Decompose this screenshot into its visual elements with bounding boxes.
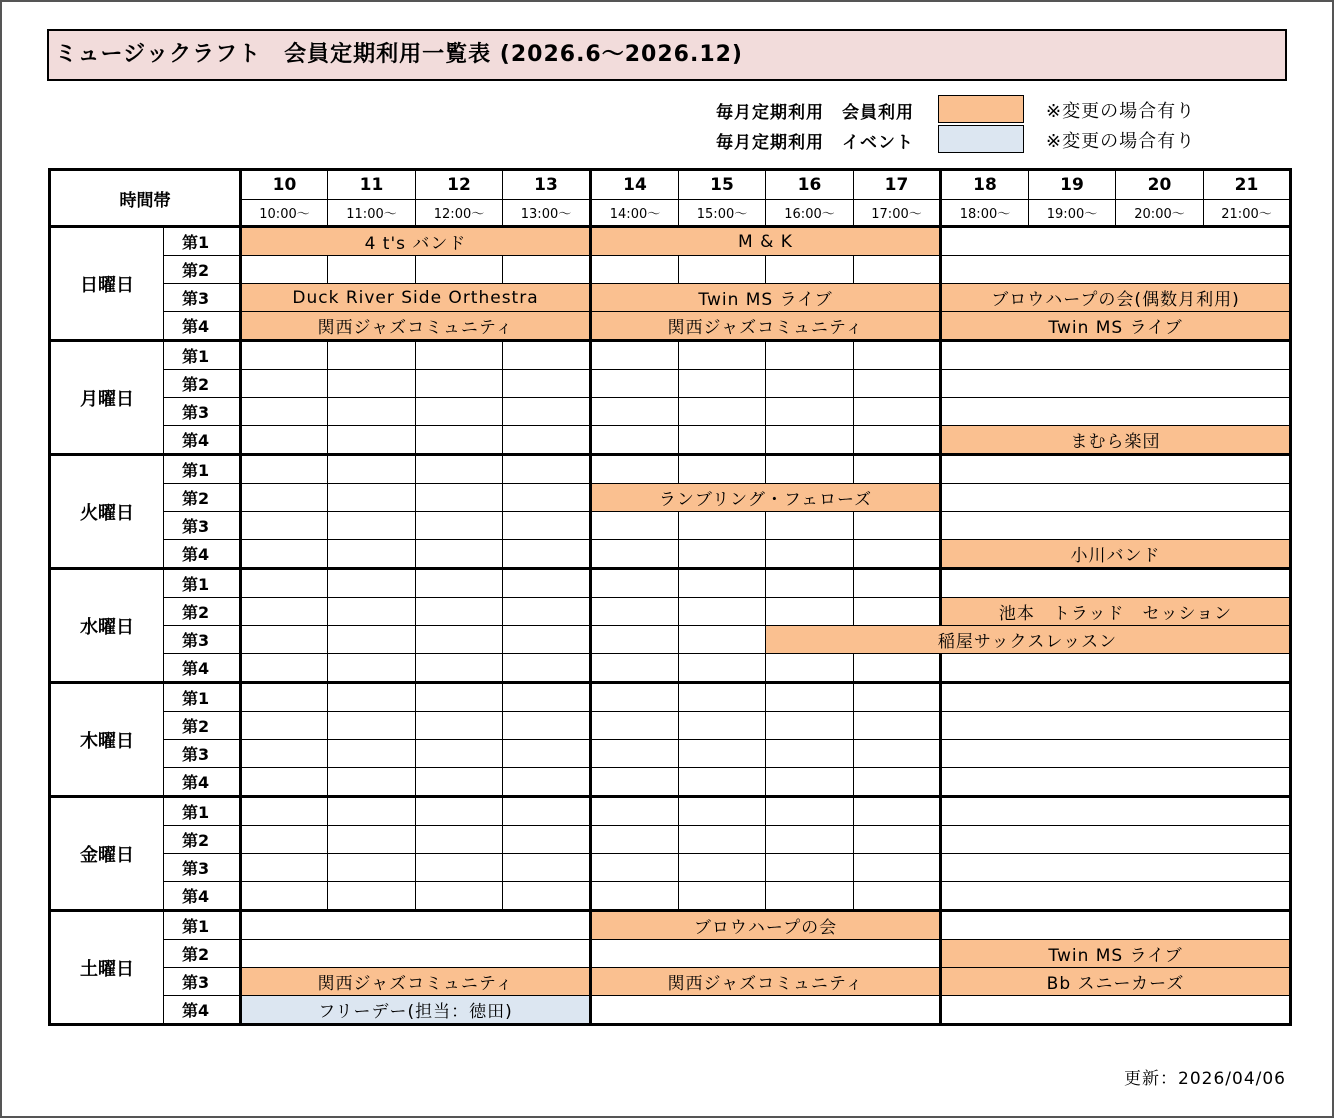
- booking-cell: 関西ジャズコミュニティ: [241, 968, 591, 996]
- empty-slot: [766, 598, 854, 626]
- schedule-table: [48, 168, 1292, 1026]
- empty-slot: [416, 484, 503, 512]
- empty-slot: [941, 455, 1291, 484]
- empty-slot: [416, 797, 503, 826]
- empty-slot: [679, 256, 766, 284]
- empty-slot: [241, 768, 328, 797]
- empty-slot: [241, 854, 328, 882]
- week-label: 第4: [164, 540, 241, 569]
- booking-cell: 関西ジャズコミュニティ: [591, 968, 941, 996]
- empty-slot: [591, 341, 679, 370]
- hour-time-label: 18:00～: [941, 200, 1029, 227]
- empty-slot: [241, 341, 328, 370]
- empty-slot: [766, 370, 854, 398]
- empty-slot: [328, 426, 416, 455]
- empty-slot: [328, 569, 416, 598]
- empty-slot: [591, 455, 679, 484]
- empty-slot: [416, 683, 503, 712]
- empty-slot: [503, 626, 591, 654]
- empty-slot: [591, 426, 679, 455]
- week-label: 第4: [164, 768, 241, 797]
- hour-header: 13: [503, 170, 591, 200]
- week-label: 第4: [164, 882, 241, 911]
- hour-time-label: 14:00～: [591, 200, 679, 227]
- empty-slot: [241, 740, 328, 768]
- empty-slot: [766, 797, 854, 826]
- empty-slot: [416, 341, 503, 370]
- empty-slot: [941, 341, 1291, 370]
- empty-slot: [328, 654, 416, 683]
- empty-slot: [854, 341, 941, 370]
- empty-slot: [679, 398, 766, 426]
- empty-slot: [854, 540, 941, 569]
- day-label: 月曜日: [50, 341, 164, 455]
- empty-slot: [503, 398, 591, 426]
- empty-slot: [328, 398, 416, 426]
- empty-slot: [766, 426, 854, 455]
- empty-slot: [679, 882, 766, 911]
- empty-slot: [941, 740, 1291, 768]
- booking-cell: Twin MS ライブ: [941, 940, 1291, 968]
- empty-slot: [766, 455, 854, 484]
- day-label: 火曜日: [50, 455, 164, 569]
- empty-slot: [503, 512, 591, 540]
- page-title: ミュージックラフト 会員定期利用一覧表 (2026.6～2026.12): [47, 29, 1287, 81]
- empty-slot: [503, 341, 591, 370]
- empty-slot: [241, 455, 328, 484]
- empty-slot: [416, 598, 503, 626]
- empty-slot: [416, 768, 503, 797]
- empty-slot: [766, 740, 854, 768]
- week-label: 第2: [164, 712, 241, 740]
- empty-slot: [591, 626, 679, 654]
- empty-slot: [941, 370, 1291, 398]
- empty-slot: [854, 569, 941, 598]
- empty-slot: [416, 826, 503, 854]
- empty-slot: [416, 256, 503, 284]
- empty-slot: [766, 683, 854, 712]
- hour-header: 18: [941, 170, 1029, 200]
- empty-slot: [854, 455, 941, 484]
- empty-slot: [241, 712, 328, 740]
- empty-slot: [328, 484, 416, 512]
- hour-time-label: 10:00～: [241, 200, 328, 227]
- hour-time-label: 11:00～: [328, 200, 416, 227]
- empty-slot: [503, 797, 591, 826]
- week-label: 第3: [164, 740, 241, 768]
- booking-cell: ブロウハープの会: [591, 911, 941, 940]
- empty-slot: [503, 854, 591, 882]
- hour-header: 14: [591, 170, 679, 200]
- empty-slot: [416, 882, 503, 911]
- week-label: 第1: [164, 683, 241, 712]
- empty-slot: [416, 740, 503, 768]
- hour-time-label: 19:00～: [1029, 200, 1116, 227]
- booking-cell: フリーデー(担当：徳田): [241, 996, 591, 1025]
- empty-slot: [416, 426, 503, 455]
- legend-member-label: 毎月定期利用 会員利用: [716, 103, 914, 123]
- empty-slot: [416, 370, 503, 398]
- booking-cell: Bb スニーカーズ: [941, 968, 1291, 996]
- week-label: 第4: [164, 426, 241, 455]
- empty-slot: [941, 398, 1291, 426]
- empty-slot: [766, 512, 854, 540]
- empty-slot: [328, 683, 416, 712]
- empty-slot: [328, 540, 416, 569]
- empty-slot: [854, 826, 941, 854]
- empty-slot: [854, 256, 941, 284]
- empty-slot: [766, 826, 854, 854]
- empty-slot: [328, 598, 416, 626]
- week-label: 第1: [164, 569, 241, 598]
- day-label: 土曜日: [50, 911, 164, 1025]
- empty-slot: [941, 227, 1291, 256]
- empty-slot: [679, 854, 766, 882]
- week-label: 第3: [164, 626, 241, 654]
- empty-slot: [941, 256, 1291, 284]
- empty-slot: [241, 940, 591, 968]
- empty-slot: [766, 569, 854, 598]
- empty-slot: [503, 826, 591, 854]
- empty-slot: [416, 626, 503, 654]
- empty-slot: [241, 626, 328, 654]
- empty-slot: [241, 569, 328, 598]
- week-label: 第1: [164, 911, 241, 940]
- empty-slot: [591, 569, 679, 598]
- booking-cell: 池本 トラッド セッション: [941, 598, 1291, 626]
- empty-slot: [941, 911, 1291, 940]
- week-label: 第4: [164, 654, 241, 683]
- booking-cell: Twin MS ライブ: [941, 312, 1291, 341]
- empty-slot: [591, 854, 679, 882]
- legend-member-note: ※変更の場合有り: [1046, 101, 1196, 122]
- booking-cell: M & K: [591, 227, 941, 256]
- hour-header: 19: [1029, 170, 1116, 200]
- empty-slot: [241, 826, 328, 854]
- empty-slot: [241, 911, 591, 940]
- empty-slot: [679, 626, 766, 654]
- legend-event-label: 毎月定期利用 イベント: [716, 133, 914, 153]
- empty-slot: [591, 598, 679, 626]
- empty-slot: [503, 712, 591, 740]
- empty-slot: [941, 996, 1291, 1025]
- empty-slot: [241, 484, 328, 512]
- empty-slot: [416, 540, 503, 569]
- booking-cell: 関西ジャズコミュニティ: [241, 312, 591, 341]
- empty-slot: [503, 598, 591, 626]
- empty-slot: [941, 683, 1291, 712]
- hour-header: 17: [854, 170, 941, 200]
- empty-slot: [679, 826, 766, 854]
- booking-cell: Twin MS ライブ: [591, 284, 941, 312]
- empty-slot: [766, 712, 854, 740]
- empty-slot: [679, 712, 766, 740]
- empty-slot: [416, 512, 503, 540]
- empty-slot: [941, 484, 1291, 512]
- empty-slot: [679, 683, 766, 712]
- hour-time-label: 16:00～: [766, 200, 854, 227]
- empty-slot: [241, 398, 328, 426]
- empty-slot: [328, 341, 416, 370]
- empty-slot: [591, 882, 679, 911]
- empty-slot: [854, 654, 941, 683]
- empty-slot: [503, 455, 591, 484]
- week-label: 第3: [164, 284, 241, 312]
- empty-slot: [591, 996, 941, 1025]
- week-label: 第3: [164, 854, 241, 882]
- empty-slot: [241, 654, 328, 683]
- empty-slot: [591, 683, 679, 712]
- empty-slot: [941, 882, 1291, 911]
- week-label: 第1: [164, 455, 241, 484]
- empty-slot: [941, 768, 1291, 797]
- empty-slot: [328, 740, 416, 768]
- empty-slot: [941, 826, 1291, 854]
- empty-slot: [854, 370, 941, 398]
- empty-slot: [328, 712, 416, 740]
- empty-slot: [679, 512, 766, 540]
- booking-cell: ブロウハープの会(偶数月利用): [941, 284, 1291, 312]
- empty-slot: [854, 797, 941, 826]
- empty-slot: [591, 398, 679, 426]
- empty-slot: [941, 854, 1291, 882]
- empty-slot: [591, 768, 679, 797]
- hour-header: 11: [328, 170, 416, 200]
- empty-slot: [766, 882, 854, 911]
- empty-slot: [591, 740, 679, 768]
- empty-slot: [241, 256, 328, 284]
- empty-slot: [241, 882, 328, 911]
- empty-slot: [941, 797, 1291, 826]
- week-label: 第2: [164, 256, 241, 284]
- week-label: 第1: [164, 341, 241, 370]
- hour-header: 12: [416, 170, 503, 200]
- booking-cell: まむら楽団: [941, 426, 1291, 455]
- booking-cell: 稲屋サックスレッスン: [766, 626, 1291, 654]
- empty-slot: [328, 797, 416, 826]
- hour-time-label: 17:00～: [854, 200, 941, 227]
- week-label: 第3: [164, 968, 241, 996]
- empty-slot: [241, 426, 328, 455]
- empty-slot: [679, 740, 766, 768]
- week-label: 第4: [164, 996, 241, 1025]
- empty-slot: [328, 768, 416, 797]
- hour-header: 15: [679, 170, 766, 200]
- hour-time-label: 12:00～: [416, 200, 503, 227]
- empty-slot: [503, 540, 591, 569]
- empty-slot: [241, 512, 328, 540]
- empty-slot: [328, 826, 416, 854]
- empty-slot: [766, 540, 854, 569]
- hour-time-label: 20:00～: [1116, 200, 1204, 227]
- empty-slot: [766, 768, 854, 797]
- empty-slot: [328, 882, 416, 911]
- week-label: 第3: [164, 512, 241, 540]
- legend-event-swatch: [938, 125, 1024, 153]
- empty-slot: [941, 712, 1291, 740]
- empty-slot: [591, 712, 679, 740]
- empty-slot: [416, 455, 503, 484]
- week-label: 第4: [164, 312, 241, 341]
- day-label: 日曜日: [50, 227, 164, 341]
- empty-slot: [503, 768, 591, 797]
- hour-header: 20: [1116, 170, 1204, 200]
- empty-slot: [854, 740, 941, 768]
- empty-slot: [328, 370, 416, 398]
- empty-slot: [941, 569, 1291, 598]
- corner-label: 時間帯: [50, 170, 241, 227]
- empty-slot: [941, 654, 1291, 683]
- week-label: 第2: [164, 826, 241, 854]
- empty-slot: [328, 256, 416, 284]
- empty-slot: [854, 854, 941, 882]
- empty-slot: [241, 370, 328, 398]
- empty-slot: [679, 455, 766, 484]
- week-label: 第2: [164, 484, 241, 512]
- empty-slot: [416, 654, 503, 683]
- empty-slot: [503, 484, 591, 512]
- empty-slot: [241, 683, 328, 712]
- booking-cell: ランブリング・フェローズ: [591, 484, 941, 512]
- empty-slot: [766, 341, 854, 370]
- empty-slot: [241, 598, 328, 626]
- empty-slot: [591, 654, 679, 683]
- hour-time-label: 21:00～: [1204, 200, 1291, 227]
- empty-slot: [679, 370, 766, 398]
- empty-slot: [854, 426, 941, 455]
- empty-slot: [766, 854, 854, 882]
- day-label: 水曜日: [50, 569, 164, 683]
- empty-slot: [416, 712, 503, 740]
- empty-slot: [328, 626, 416, 654]
- empty-slot: [328, 854, 416, 882]
- empty-slot: [328, 455, 416, 484]
- empty-slot: [591, 370, 679, 398]
- empty-slot: [503, 654, 591, 683]
- empty-slot: [591, 797, 679, 826]
- hour-time-label: 15:00～: [679, 200, 766, 227]
- empty-slot: [416, 398, 503, 426]
- empty-slot: [766, 398, 854, 426]
- empty-slot: [679, 426, 766, 455]
- week-label: 第2: [164, 370, 241, 398]
- empty-slot: [679, 569, 766, 598]
- empty-slot: [503, 683, 591, 712]
- week-label: 第3: [164, 398, 241, 426]
- booking-cell: 4 t's バンド: [241, 227, 591, 256]
- booking-cell: Duck River Side Orthestra: [241, 284, 591, 312]
- empty-slot: [591, 256, 679, 284]
- empty-slot: [941, 512, 1291, 540]
- empty-slot: [503, 256, 591, 284]
- empty-slot: [503, 882, 591, 911]
- empty-slot: [328, 512, 416, 540]
- empty-slot: [679, 540, 766, 569]
- empty-slot: [854, 768, 941, 797]
- empty-slot: [591, 512, 679, 540]
- hour-header: 21: [1204, 170, 1291, 200]
- empty-slot: [679, 797, 766, 826]
- empty-slot: [241, 540, 328, 569]
- empty-slot: [591, 940, 941, 968]
- legend-event-note: ※変更の場合有り: [1046, 131, 1196, 152]
- week-label: 第1: [164, 227, 241, 256]
- empty-slot: [503, 569, 591, 598]
- empty-slot: [503, 426, 591, 455]
- empty-slot: [854, 882, 941, 911]
- empty-slot: [503, 370, 591, 398]
- empty-slot: [854, 683, 941, 712]
- week-label: 第1: [164, 797, 241, 826]
- empty-slot: [679, 598, 766, 626]
- empty-slot: [854, 598, 941, 626]
- empty-slot: [854, 512, 941, 540]
- empty-slot: [241, 797, 328, 826]
- empty-slot: [854, 712, 941, 740]
- empty-slot: [503, 740, 591, 768]
- empty-slot: [679, 654, 766, 683]
- legend-member-swatch: [938, 95, 1024, 123]
- empty-slot: [854, 398, 941, 426]
- updated-date: 更新：2026/04/06: [1124, 1069, 1286, 1089]
- hour-header: 10: [241, 170, 328, 200]
- empty-slot: [766, 256, 854, 284]
- empty-slot: [416, 854, 503, 882]
- empty-slot: [591, 826, 679, 854]
- booking-cell: 関西ジャズコミュニティ: [591, 312, 941, 341]
- empty-slot: [416, 569, 503, 598]
- week-label: 第2: [164, 598, 241, 626]
- empty-slot: [766, 654, 854, 683]
- hour-header: 16: [766, 170, 854, 200]
- day-label: 木曜日: [50, 683, 164, 797]
- empty-slot: [591, 540, 679, 569]
- week-label: 第2: [164, 940, 241, 968]
- hour-time-label: 13:00～: [503, 200, 591, 227]
- empty-slot: [679, 341, 766, 370]
- empty-slot: [679, 768, 766, 797]
- booking-cell: 小川バンド: [941, 540, 1291, 569]
- day-label: 金曜日: [50, 797, 164, 911]
